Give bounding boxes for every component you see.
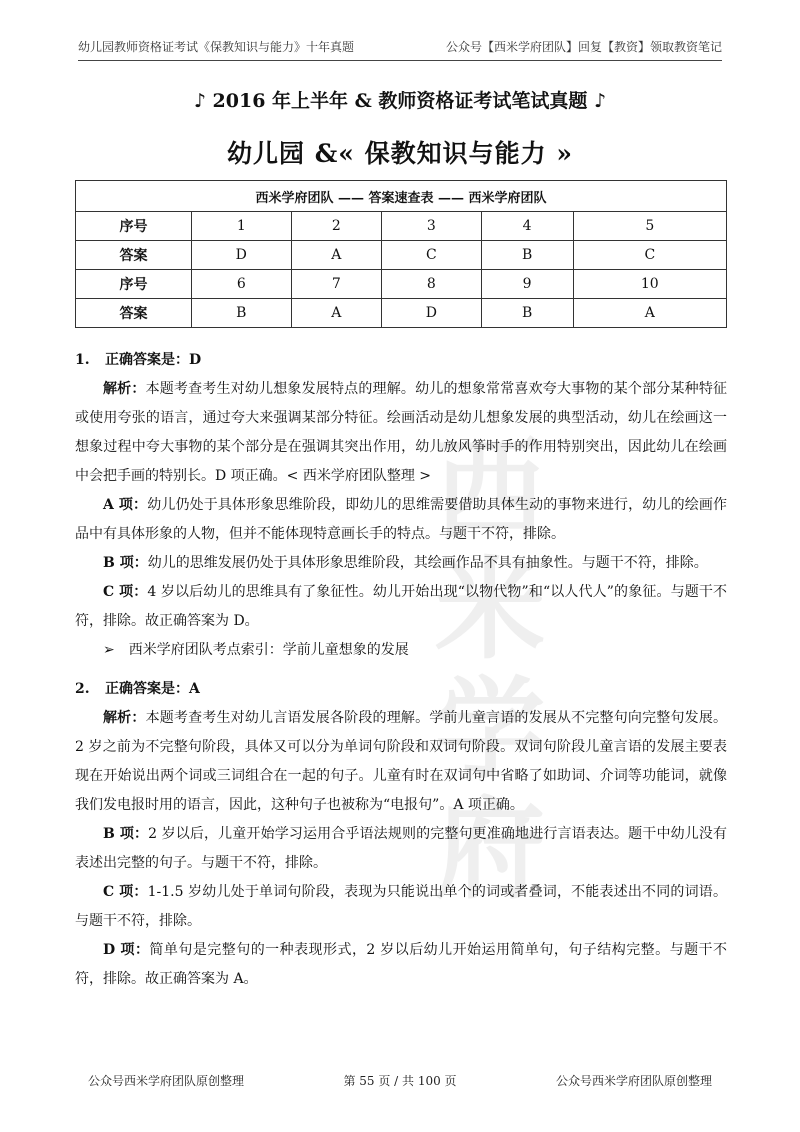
answer-cell: B — [481, 299, 573, 328]
header-divider — [78, 60, 722, 61]
answer-cell: A — [291, 299, 382, 328]
question-number: 9 — [481, 270, 573, 299]
question-number-label: 2. — [75, 681, 90, 697]
answer-cell: D — [382, 299, 482, 328]
q1-topic-index — [75, 636, 727, 665]
option-text: 简单句是完整句的一种表现形式，2 岁以后幼儿开始运用简单句，句子结构完整。与题干不符，排除。故正确答案为 A。 — [75, 942, 728, 987]
arrow-bullet-icon: ➢ — [103, 642, 115, 658]
correct-answer-label: 正确答案是：A — [105, 681, 200, 697]
subject-title: 幼儿园 &« 保教知识与能力 » — [227, 139, 573, 168]
question-number: 4 — [481, 212, 573, 241]
exam-title: ♪ 2016 年上半年 & 教师资格证考试笔试真题 ♪ — [193, 90, 607, 112]
header-right: 公众号【西米学府团队】回复【教资】领取教资笔记 — [445, 40, 722, 54]
answer-cell: A — [291, 241, 382, 270]
watermark-logo: 西米 学府 — [435, 425, 545, 914]
question-number: 6 — [192, 270, 292, 299]
q1-analysis — [75, 375, 727, 491]
answer-cell: A — [573, 299, 726, 328]
analysis-label: 解析： — [103, 381, 146, 397]
q2-analysis — [75, 704, 727, 820]
analysis-label: 解析： — [103, 710, 146, 726]
page-header — [78, 38, 722, 55]
question-number: 5 — [573, 212, 726, 241]
question-number: 1 — [192, 212, 292, 241]
question-1-heading — [75, 346, 727, 375]
option-label: B 项： — [103, 555, 148, 571]
analysis-text: 本题考查考生对幼儿想象发展特点的理解。幼儿的想象常常喜欢夸大事物的某个部分某种特征或使用夸张的语言，通过夸大来强调某部分特征。绘画活动是幼儿想象发展的典型活动，幼儿在绘画这一想象过程中夸大事物的某个部分是在强调其突出作用，幼儿放风筝时手的作用特别突出，因此幼儿在绘画中会把手画的特别长。D 项正确。< 西米学府团队整理 > — [75, 381, 728, 484]
q1-option-a — [75, 491, 727, 549]
option-label: C 项： — [103, 584, 148, 600]
answer-explanations — [75, 346, 727, 994]
option-label: B 项： — [103, 826, 149, 842]
question-number: 10 — [573, 270, 726, 299]
table-row — [76, 299, 727, 328]
row-label-number: 序号 — [76, 212, 192, 241]
table-row — [76, 270, 727, 299]
page-footer — [88, 1072, 712, 1089]
answer-table-caption: 西米学府团队 —— 答案速查表 —— 西米学府团队 — [76, 181, 727, 212]
question-number: 3 — [382, 212, 482, 241]
answer-cell: C — [573, 241, 726, 270]
question-number: 2 — [291, 212, 382, 241]
option-label: A 项： — [103, 497, 148, 513]
question-number-label: 1. — [75, 352, 90, 368]
footer-left: 公众号西米学府团队原创整理 — [88, 1074, 245, 1088]
correct-answer-label: 正确答案是：D — [105, 352, 202, 368]
option-label: D 项： — [103, 942, 150, 958]
question-2-heading — [75, 675, 727, 704]
option-text: 幼儿仍处于具体形象思维阶段，即幼儿的思维需要借助具体生动的事物来进行，幼儿的绘画作品中有具体形象的人物，但并不能体现特意画长手的特点。与题干不符，排除。 — [75, 497, 727, 542]
answer-cell: B — [481, 241, 573, 270]
option-text: 2 岁以后，儿童开始学习运用合乎语法规则的完整句更准确地进行言语表达。题干中幼儿没有表述出完整的句子。与题干不符，排除。 — [75, 826, 727, 871]
header-left: 幼儿园教师资格证考试《保教知识与能力》十年真题 — [78, 40, 355, 54]
answer-cell: D — [192, 241, 292, 270]
q2-option-d — [75, 936, 727, 994]
row-label-answer: 答案 — [76, 241, 192, 270]
answer-cell: B — [192, 299, 292, 328]
topic-index-text: 西米学府团队考点索引：学前儿童想象的发展 — [128, 642, 409, 658]
answer-cell: C — [382, 241, 482, 270]
table-row — [76, 241, 727, 270]
table-row — [76, 212, 727, 241]
analysis-text: 本题考查考生对幼儿言语发展各阶段的理解。学前儿童言语的发展从不完整句向完整句发展。2 岁之前为不完整句阶段，具体又可以分为单词句阶段和双词句阶段。双词句阶段儿童言语的发展主要表现在开始说出两个词或三词组合在一起的句子。儿童有时在双词句中省略了如助词、介词等功能词，就像我们发电报时用的语言，因此，这种句子也被称为“电报句”。A 项正确。 — [75, 710, 728, 813]
question-number: 7 — [291, 270, 382, 299]
row-label-number: 序号 — [76, 270, 192, 299]
q2-option-b — [75, 820, 727, 878]
q2-option-c — [75, 878, 727, 936]
q1-option-b — [75, 549, 727, 578]
option-text: 1-1.5 岁幼儿处于单词句阶段，表现为只能说出单个的词或者叠词，不能表述出不同的词语。与题干不符，排除。 — [75, 884, 727, 929]
page-number: 第 55 页 / 共 100 页 — [343, 1074, 457, 1088]
option-label: C 项： — [103, 884, 148, 900]
question-number: 8 — [382, 270, 482, 299]
answer-table — [75, 180, 727, 328]
row-label-answer: 答案 — [76, 299, 192, 328]
option-text: 幼儿的思维发展仍处于具体形象思维阶段，其绘画作品不具有抽象性。与题干不符，排除。 — [147, 555, 708, 571]
footer-right: 公众号西米学府团队原创整理 — [555, 1074, 712, 1088]
q1-option-c — [75, 578, 727, 636]
option-text: 4 岁以后幼儿的思维具有了象征性。幼儿开始出现“以物代物”和“以人代人”的象征。与题干不符，排除。故正确答案为 D。 — [75, 584, 727, 629]
